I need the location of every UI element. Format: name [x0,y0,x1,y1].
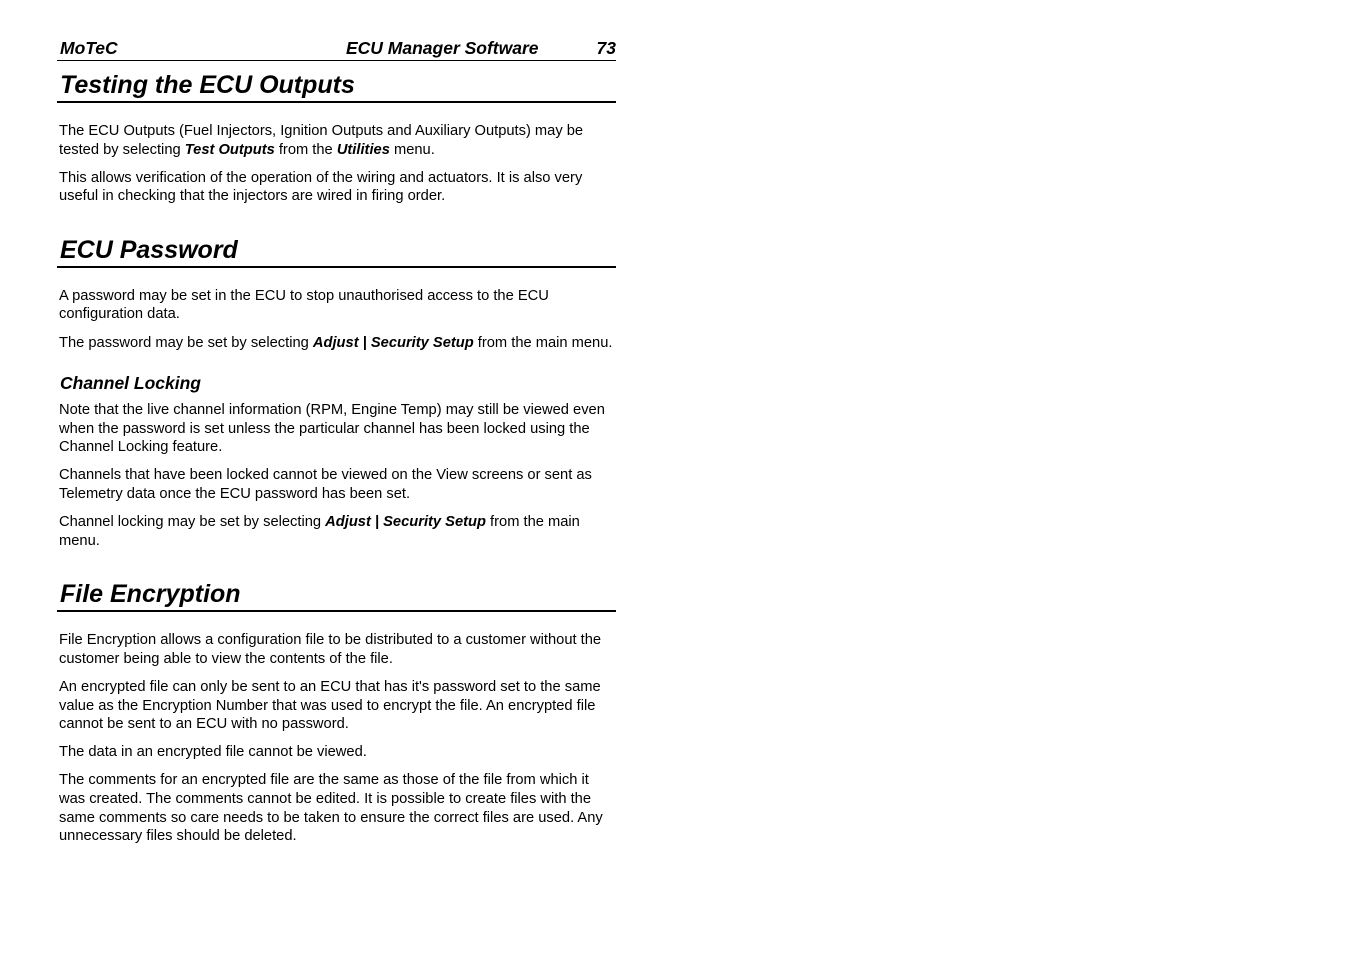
subheading-channel-locking: Channel Locking [60,373,201,394]
header-page-number: 73 [596,38,616,58]
text-run: from the main menu. [473,334,613,351]
heading-file-encryption: File Encryption [57,579,616,612]
paragraph-channel-locking-2: Channels that have been locked cannot be viewed on the View screens or sent as Telemetry data once the ECU password has been set. [59,467,592,503]
paragraph-channel-locking-3 [57,513,616,550]
text-run: The ECU Outputs (Fuel Injectors, Ignition Outputs and Auxiliary Outputs) may be tested by selecting [59,123,584,158]
paragraph-password-2 [57,334,616,353]
paragraph-testing-2: This allows verification of the operation of the wiring and actuators. It is also very useful in checking that the injectors are wired in firing order. [59,169,583,205]
document-page [57,38,616,846]
text-run: menu. [389,141,435,158]
text-run: from the [274,141,337,158]
paragraph-encryption-1: File Encryption allows a configuration file to be distributed to a customer without the customer being able to view the contents of the file. [59,632,602,667]
menu-ref-utilities: Utilities [336,141,390,158]
menu-ref-security-setup: Adjust | Security Setup [325,514,486,531]
running-header [57,38,616,61]
text-run: from the main menu. [59,514,580,549]
heading-ecu-password: ECU Password [57,235,616,268]
menu-ref-security-setup: Adjust | Security Setup [312,334,474,351]
paragraph-encryption-3: The data in an encrypted file cannot be viewed. [59,744,367,761]
text-run: Channel locking may be set by selecting [59,514,326,531]
text-run: The password may be set by selecting [59,334,313,351]
menu-ref-test-outputs: Test Outputs [184,141,275,158]
paragraph-encryption-4: The comments for an encrypted file are the same as those of the file from which it was created. The comments cannot be edited. It is possible to create files with the same comments so care needs to be taken to ensure the correct files are used. Any unnecessary files should be deleted. [59,772,603,845]
paragraph-encryption-2: An encrypted file can only be sent to an ECU that has it's password set to the same value as the Encryption Number that was used to encrypt the file. An encrypted file cannot be sent to an ECU with no password. [59,679,601,733]
heading-testing-ecu-outputs: Testing the ECU Outputs [57,70,616,103]
header-brand: MoTeC [60,38,118,58]
header-title: ECU Manager Software [345,38,539,58]
paragraph-password-1: A password may be set in the ECU to stop unauthorised access to the ECU configuration data. [59,287,549,323]
paragraph-testing-1 [57,122,616,159]
paragraph-channel-locking-1: Note that the live channel information (RPM, Engine Temp) may still be viewed even when the password is set unless the particular channel has been locked using the Channel Locking feature. [59,402,605,456]
